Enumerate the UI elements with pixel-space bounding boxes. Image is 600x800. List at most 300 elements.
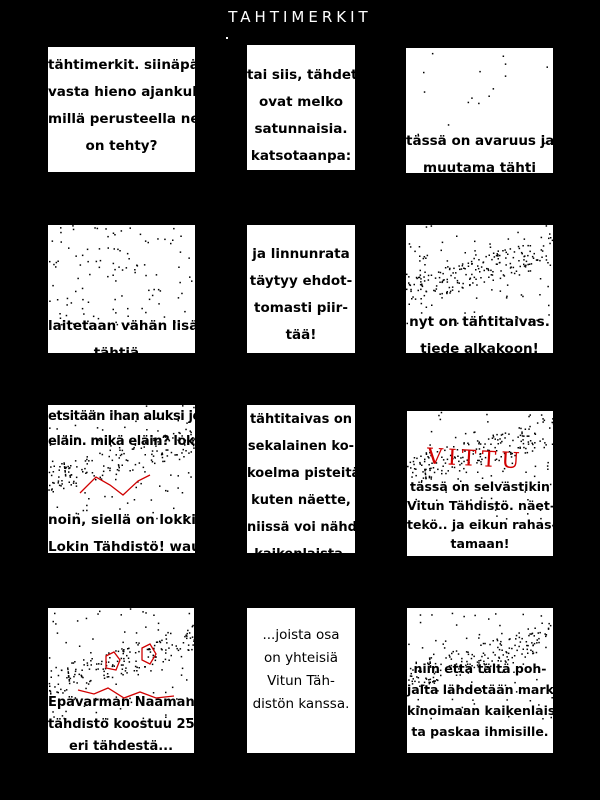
panel-text-line: kuten näette,	[251, 493, 351, 508]
star-dot	[497, 647, 499, 649]
panel-text-line: noin, siellä on lokki!	[48, 512, 203, 528]
star-dot	[490, 247, 492, 249]
star-dot	[449, 292, 451, 294]
star-dot	[57, 299, 59, 301]
star-dot	[527, 645, 529, 647]
star-dot	[547, 262, 549, 264]
star-dot	[496, 255, 498, 257]
star-dot	[474, 615, 476, 617]
star-dot	[517, 232, 519, 234]
star-dot	[469, 279, 471, 281]
star-dot	[533, 258, 535, 260]
panel-3	[406, 48, 555, 176]
star-dot	[534, 628, 536, 630]
star-dot	[484, 270, 486, 272]
star-dot	[56, 262, 58, 264]
star-dot	[456, 624, 458, 626]
star-dot	[478, 637, 480, 639]
panel-text	[48, 692, 194, 758]
star-dot	[157, 238, 159, 240]
star-dot	[148, 290, 150, 292]
star-dot	[158, 303, 160, 305]
star-dot	[66, 304, 68, 306]
star-dot	[107, 276, 109, 278]
star-dot	[75, 291, 77, 293]
star-dot	[478, 268, 480, 270]
star-dot	[55, 266, 57, 268]
star-dot	[181, 293, 183, 295]
panel-text-line: tai siis, tähdet	[247, 67, 358, 83]
star-dot	[435, 640, 437, 642]
star-dot	[458, 291, 460, 293]
star-dot	[428, 275, 430, 277]
star-dot	[82, 299, 84, 301]
star-dot	[114, 299, 116, 301]
panel-text-line: distön kanssa.	[252, 696, 350, 712]
star-dot	[471, 263, 473, 265]
star-dot	[452, 272, 454, 274]
star-dot	[82, 308, 84, 310]
star-dot	[496, 264, 498, 266]
star-dot	[419, 256, 421, 258]
star-dot	[521, 294, 523, 296]
star-dot	[112, 275, 114, 277]
star-dot	[506, 297, 508, 299]
star-dot	[541, 623, 543, 625]
star-dot	[464, 268, 466, 270]
star-dot	[180, 251, 182, 253]
panel-text-line: tää!	[285, 327, 317, 343]
panel-6	[406, 225, 553, 357]
star-dot	[548, 623, 550, 625]
star-dot	[539, 632, 541, 634]
star-dot	[439, 293, 441, 295]
star-dot	[522, 253, 524, 255]
star-dot	[488, 270, 490, 272]
star-dot	[485, 256, 487, 258]
star-dot	[113, 263, 115, 265]
panel-text-line: muutama tähti	[423, 160, 536, 176]
panel-8	[247, 405, 366, 562]
star-dot	[499, 649, 501, 651]
star-dot	[468, 266, 470, 268]
star-dot	[522, 245, 524, 247]
star-dot	[410, 246, 412, 248]
star-dot	[178, 297, 180, 299]
star-dot	[499, 262, 501, 264]
star-dot	[493, 253, 495, 255]
star-dot	[459, 269, 461, 271]
star-dot	[496, 639, 498, 641]
star-dot	[452, 286, 454, 288]
star-dot	[549, 243, 551, 245]
star-dot	[114, 234, 116, 236]
star-dot	[140, 234, 142, 236]
star-dot	[526, 261, 528, 263]
star-dot	[145, 240, 147, 242]
star-dot	[420, 281, 422, 283]
star-dot	[492, 271, 494, 273]
star-dot	[513, 267, 515, 269]
panel-9	[407, 411, 557, 556]
star-dot	[452, 289, 454, 291]
star-dot	[71, 302, 73, 304]
star-dot	[424, 295, 426, 297]
star-dot	[466, 638, 468, 640]
star-dot	[501, 633, 503, 635]
star-dot	[136, 265, 138, 267]
star-dot	[127, 253, 128, 255]
star-dot	[546, 259, 548, 261]
star-dot	[536, 652, 538, 654]
star-dot	[420, 270, 422, 272]
star-dot	[500, 270, 502, 272]
star-dot	[130, 227, 132, 229]
star-dot	[516, 271, 518, 273]
star-dot	[534, 635, 536, 637]
star-dot	[505, 264, 507, 266]
star-dot	[516, 650, 518, 652]
star-dot	[52, 285, 54, 287]
star-dot	[156, 274, 158, 276]
star-dot	[424, 91, 426, 93]
star-dot	[545, 636, 547, 638]
star-dot	[433, 654, 435, 656]
star-dot	[128, 258, 130, 260]
star-dot	[191, 280, 193, 282]
star-dot	[495, 613, 497, 615]
star-dot	[60, 232, 62, 234]
star-dot	[528, 635, 530, 637]
star-dot	[188, 257, 190, 259]
star-dot	[499, 255, 501, 256]
star-dot	[189, 276, 191, 278]
star-dot	[532, 651, 534, 653]
star-dot	[488, 277, 490, 279]
star-dot	[514, 645, 516, 647]
star-dot	[527, 255, 529, 257]
star-dot	[527, 649, 529, 651]
star-dot	[530, 650, 532, 652]
star-dot	[108, 247, 110, 249]
star-dot	[121, 230, 123, 232]
star-dot	[529, 264, 531, 266]
star-dot	[450, 275, 452, 277]
star-dot	[127, 308, 129, 310]
star-dot	[529, 251, 531, 253]
star-dot	[539, 294, 541, 296]
star-dot	[519, 274, 521, 276]
star-dot	[447, 266, 449, 268]
star-dot	[115, 280, 117, 282]
star-dot	[531, 263, 533, 265]
star-dot	[491, 259, 493, 261]
star-dot	[100, 260, 102, 262]
star-dot	[410, 285, 412, 287]
star-dot	[431, 225, 433, 227]
star-dot	[545, 647, 547, 649]
panel-text	[48, 507, 207, 561]
panel-text-line: tiede alkakoon!	[420, 341, 539, 357]
star-dot	[506, 296, 508, 298]
star-dot	[543, 245, 545, 247]
star-dot	[546, 255, 548, 256]
star-dot	[113, 309, 115, 311]
star-dot	[441, 297, 443, 299]
star-dot	[476, 297, 478, 299]
star-dot	[494, 256, 496, 258]
star-dot	[548, 238, 550, 240]
star-dot	[506, 252, 508, 254]
star-dot	[525, 265, 527, 267]
star-dot	[94, 227, 96, 229]
star-dot	[425, 291, 427, 293]
star-dot	[497, 255, 499, 257]
star-dot	[515, 638, 517, 640]
star-dot	[179, 282, 181, 284]
star-dot	[469, 285, 471, 287]
panel-text-line: satunnaisia.	[254, 121, 348, 137]
panel-text	[48, 52, 212, 160]
star-dot	[481, 266, 483, 268]
star-dot	[72, 225, 74, 227]
star-dot	[435, 290, 437, 292]
panel-text-line: millä perusteella ne	[48, 111, 200, 127]
panel-text-line: koelma pisteitä.	[247, 466, 366, 481]
star-dot	[549, 233, 551, 235]
star-dot	[536, 642, 538, 644]
star-dot	[499, 625, 501, 627]
panel-text-line: tomasti piir-	[254, 300, 348, 316]
star-dot	[447, 281, 449, 283]
star-dot	[462, 263, 464, 265]
star-dot	[411, 298, 413, 300]
star-dot	[415, 298, 417, 300]
star-dot	[474, 250, 476, 252]
star-dot	[463, 616, 465, 618]
panel-text-line: tässä on selvästikin	[410, 479, 550, 494]
star-dot	[421, 285, 423, 287]
panel-text-line: ja linnunrata	[252, 246, 350, 262]
star-dot	[418, 290, 420, 292]
star-dot	[431, 614, 433, 616]
panel-text-line: nyt on tähtitaivas.	[409, 314, 550, 330]
star-dot	[498, 250, 500, 252]
star-dot	[462, 287, 464, 289]
star-dot	[493, 652, 495, 654]
star-dot	[442, 273, 444, 275]
star-dot	[462, 265, 464, 267]
star-dot	[488, 618, 490, 620]
star-dot	[406, 289, 408, 291]
star-dot	[547, 286, 549, 288]
star-dot	[408, 282, 410, 284]
panel-12	[407, 608, 561, 753]
star-dot	[484, 654, 486, 656]
star-dot	[494, 654, 496, 656]
star-dot	[114, 248, 116, 250]
star-dot	[497, 640, 499, 642]
star-dot	[113, 233, 115, 235]
star-dot	[507, 254, 509, 256]
star-dot	[428, 279, 430, 281]
star-dot	[461, 268, 463, 270]
star-dot	[520, 266, 522, 268]
star-dot	[420, 622, 422, 624]
star-dot	[505, 651, 507, 653]
star-dot	[522, 296, 524, 298]
panel-text-line: katsotaanpa:	[250, 148, 352, 164]
panel-text-line: täytyy ehdot-	[249, 273, 353, 289]
panel-10	[48, 608, 194, 753]
star-dot	[453, 268, 455, 270]
star-dot	[534, 643, 536, 645]
star-dot	[524, 238, 526, 240]
star-dot	[414, 251, 416, 253]
star-dot	[447, 279, 449, 281]
star-dot	[509, 638, 511, 640]
star-dot	[134, 269, 136, 271]
star-dot	[541, 615, 543, 617]
star-dot	[514, 273, 516, 275]
star-dot	[479, 634, 481, 636]
panel-text-line: niin että tältä poh-	[413, 661, 547, 676]
star-dot	[409, 243, 411, 245]
panel-text-line: ta paskaa ihmisille.	[411, 724, 549, 739]
panel-text-line: ...joista osa	[262, 627, 340, 643]
star-dot	[541, 249, 543, 251]
star-dot	[479, 71, 481, 73]
star-dot	[57, 261, 59, 263]
star-dot	[510, 263, 512, 265]
panel-text-line: tekö.. ja eikun rahas-	[407, 517, 557, 532]
star-dot	[73, 229, 75, 231]
star-dot	[493, 280, 495, 282]
star-dot	[450, 291, 452, 293]
star-dot	[451, 653, 453, 655]
panel-text-line: jalta lähdetään mark-	[407, 682, 560, 697]
star-dot	[87, 249, 89, 251]
panel-text-line: tähtimerkit. siinäpä	[48, 57, 199, 73]
star-dot	[440, 272, 442, 274]
star-dot	[497, 253, 499, 255]
star-dot	[426, 226, 428, 228]
star-dot	[436, 288, 438, 290]
star-dot	[471, 274, 473, 276]
star-dot	[447, 260, 449, 262]
star-dot	[82, 255, 84, 257]
star-dot	[420, 274, 422, 276]
star-dot	[536, 259, 538, 261]
panel-text	[407, 477, 557, 553]
star-dot	[502, 250, 504, 252]
star-dot	[446, 293, 448, 295]
star-dot	[420, 278, 422, 280]
star-dot	[521, 638, 523, 640]
star-dot	[473, 656, 475, 658]
star-dot	[520, 641, 522, 643]
star-dot	[503, 274, 505, 276]
panel-2	[247, 45, 358, 170]
panel-text-line: ovat melko	[258, 94, 344, 110]
star-dot	[500, 278, 502, 280]
panel-text	[247, 624, 355, 716]
star-dot	[550, 625, 552, 627]
star-dot	[107, 236, 109, 238]
star-dot	[458, 653, 460, 655]
star-dot	[475, 254, 477, 256]
star-dot	[530, 270, 532, 272]
star-dot	[510, 266, 512, 268]
star-dot	[530, 245, 532, 247]
star-dot	[491, 289, 493, 291]
star-dot	[432, 53, 434, 55]
star-dot	[514, 655, 516, 657]
star-dot	[141, 308, 143, 310]
star-dot	[509, 647, 511, 649]
panel-11	[247, 608, 355, 753]
star-dot	[448, 124, 450, 126]
star-dot	[486, 268, 488, 270]
star-dot	[521, 653, 523, 655]
star-dot	[424, 256, 426, 258]
star-dot	[455, 272, 457, 274]
star-dot	[483, 643, 485, 645]
star-dot	[516, 635, 518, 637]
star-dot	[52, 240, 54, 242]
panel-text	[247, 406, 366, 568]
star-dot	[408, 644, 410, 646]
panel-text-line: tähdistö koostuu 25	[48, 717, 195, 732]
star-dot	[526, 641, 528, 643]
star-dot	[424, 264, 426, 266]
panel-text-line: tähtiä..	[93, 345, 150, 361]
star-dot	[144, 264, 146, 266]
star-dot	[77, 278, 79, 280]
panel-text-line: eläin. mikä eläin? lokki!	[48, 434, 213, 449]
star-dot	[60, 227, 62, 229]
star-dot	[527, 245, 529, 247]
star-dot	[152, 295, 154, 297]
star-dot	[537, 639, 539, 641]
panel-text-line: vasta hieno ajankulu.	[48, 84, 212, 100]
star-dot	[548, 305, 550, 307]
star-dot	[505, 63, 507, 65]
star-dot	[410, 291, 412, 293]
star-dot	[501, 644, 503, 646]
star-dot	[423, 72, 425, 74]
star-dot	[538, 632, 540, 634]
star-dot	[474, 277, 476, 279]
star-dot	[435, 277, 437, 279]
star-dot	[472, 654, 474, 656]
star-dot	[409, 304, 411, 306]
star-dot	[419, 246, 421, 248]
panel-text-line: Vitun Täh-	[267, 673, 335, 689]
star-dot	[456, 650, 458, 652]
star-dot	[504, 249, 506, 251]
star-dot	[458, 265, 460, 267]
star-dot	[489, 243, 491, 245]
star-dot	[445, 267, 447, 269]
star-dot	[422, 647, 424, 649]
star-dot	[518, 632, 520, 634]
star-dot	[534, 253, 536, 255]
star-dot	[465, 252, 467, 254]
drawn-word: VITTU	[426, 444, 526, 475]
star-dot	[462, 283, 464, 285]
star-dot	[532, 653, 534, 655]
